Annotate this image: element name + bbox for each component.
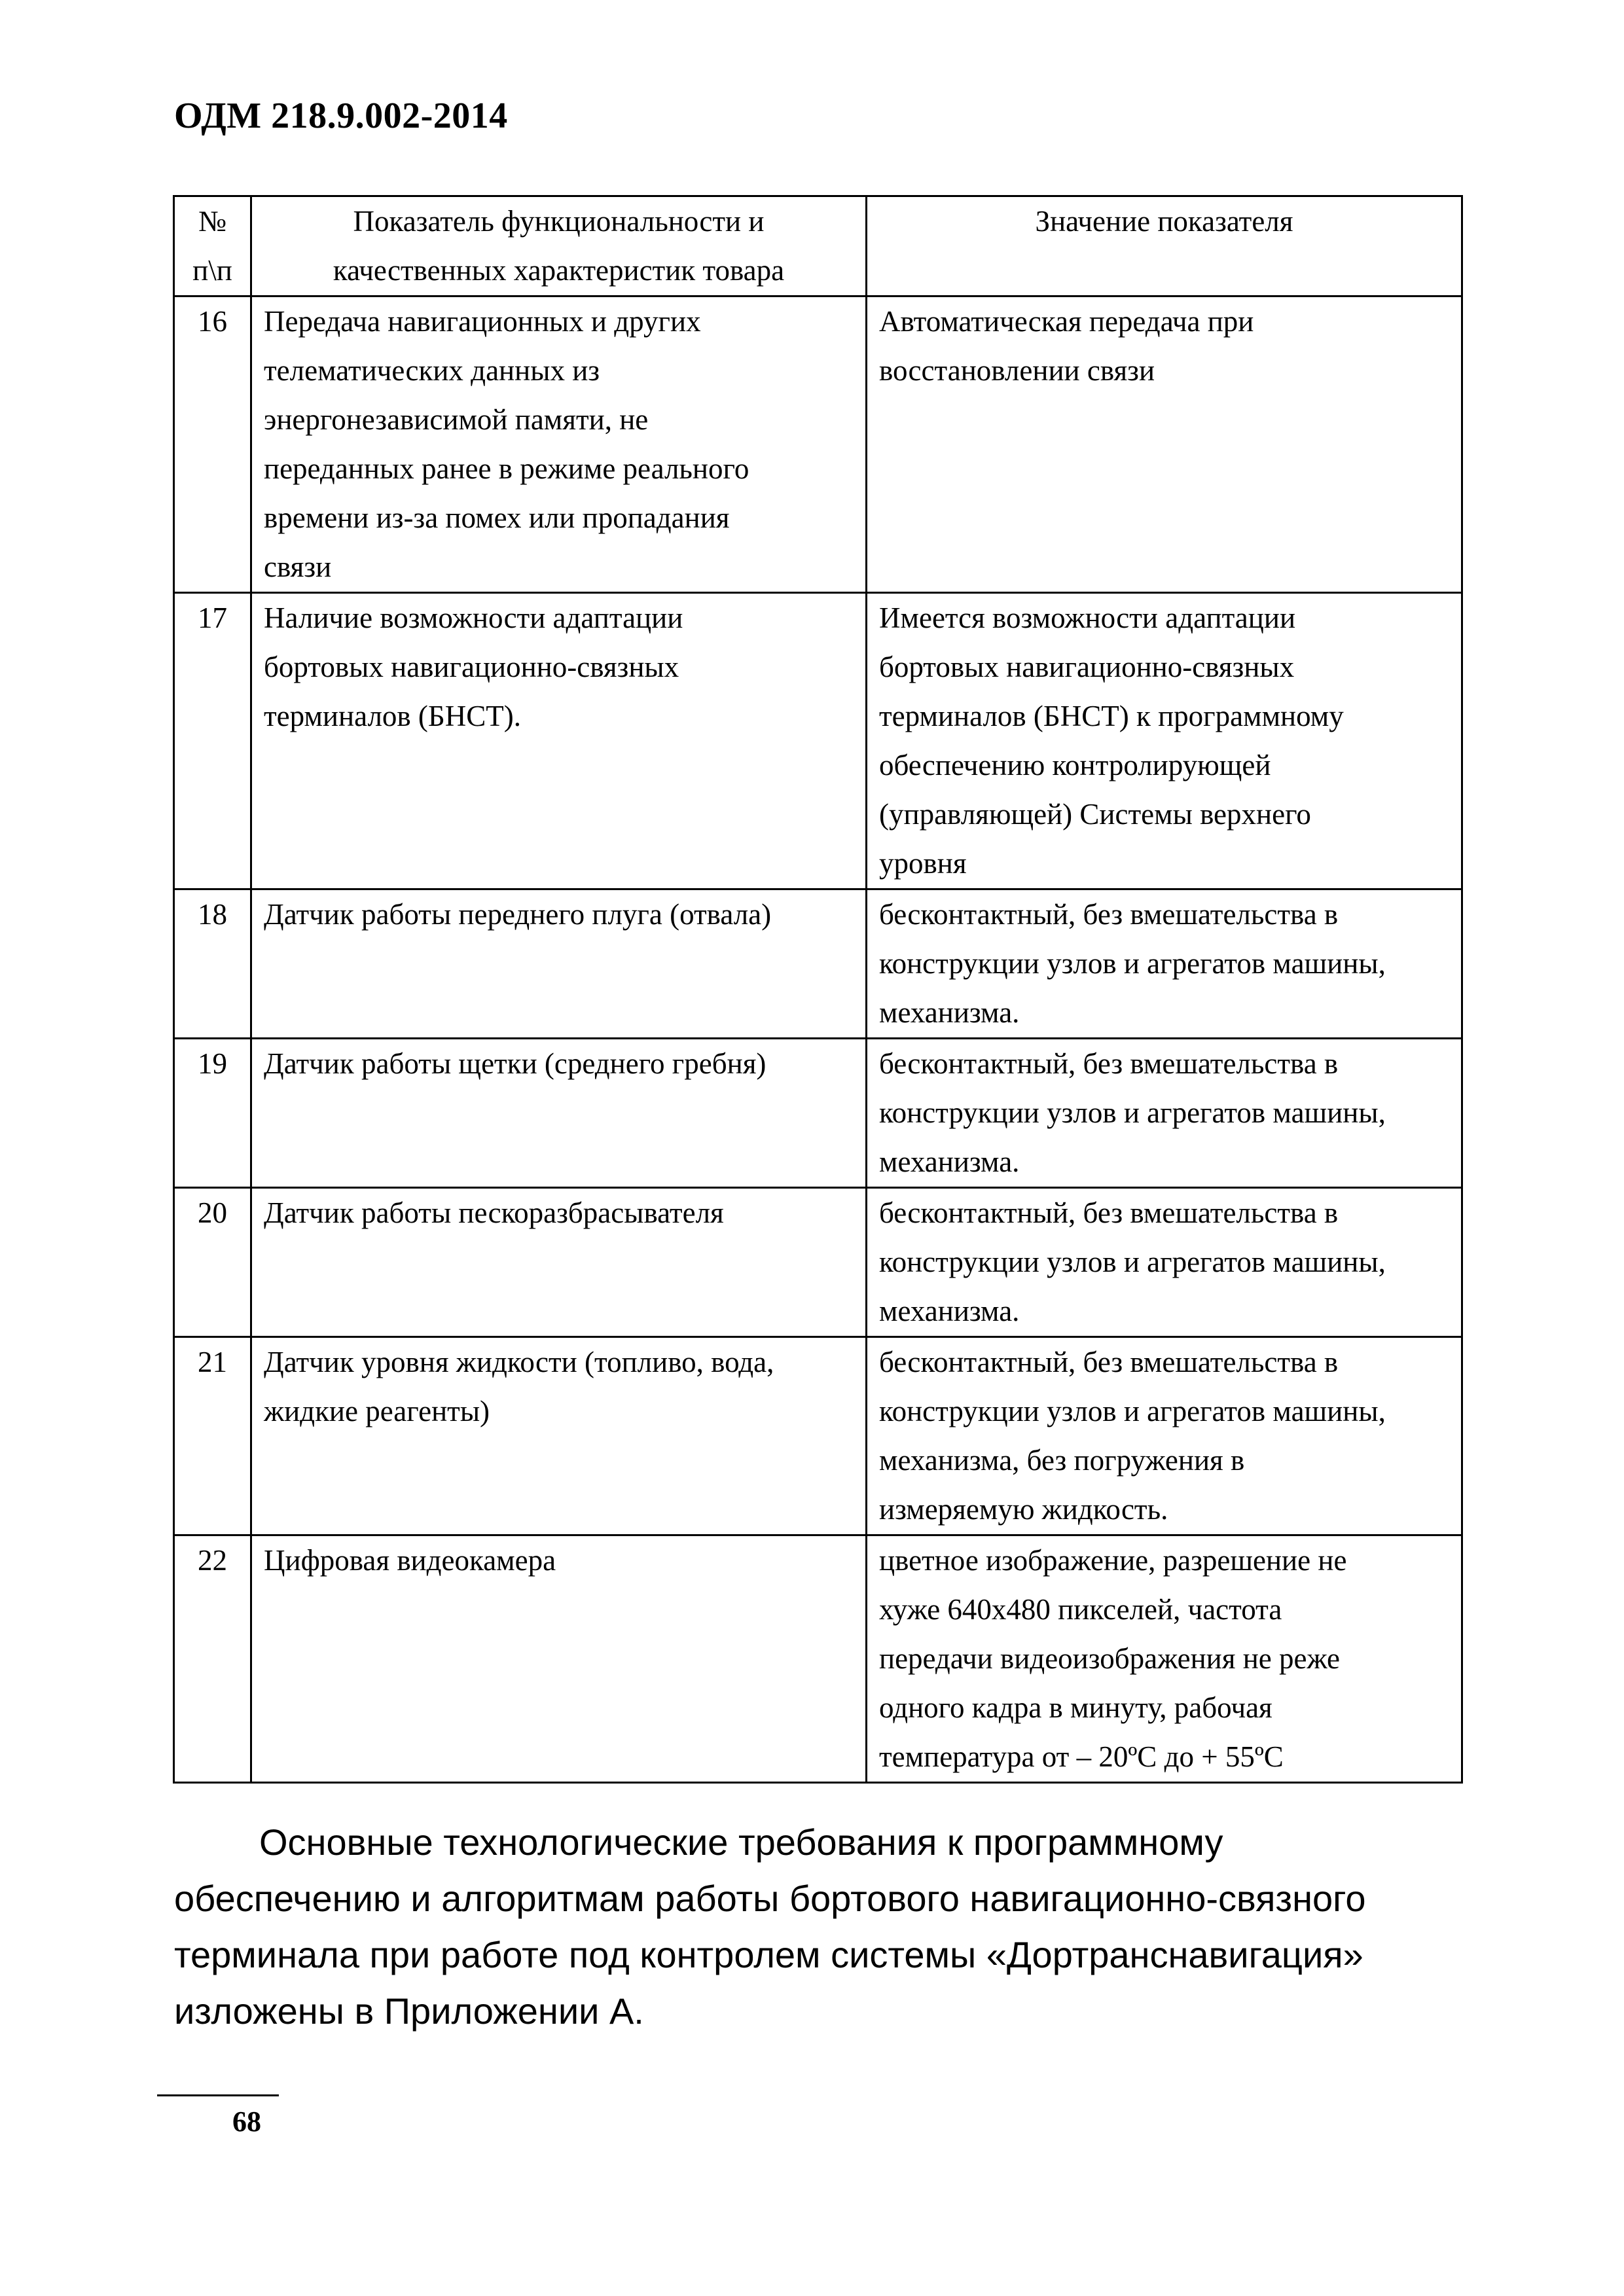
value-line: измеряемую жидкость. [879, 1493, 1168, 1526]
indicator-line: Датчик уровня жидкости (топливо, вода, [264, 1346, 774, 1378]
value-cell [867, 593, 1462, 889]
value-line: конструкции узлов и агрегатов машины, [879, 1395, 1386, 1427]
indicator-cell [251, 889, 867, 1039]
value-line: конструкции узлов и агрегатов машины, [879, 1096, 1386, 1129]
value-line: бортовых навигационно-связных [879, 651, 1295, 683]
header-indicator-line: качественных характеристик товара [333, 254, 785, 287]
specification-table [173, 195, 1463, 1784]
value-line: механизма. [879, 1295, 1020, 1327]
value-line: восстановлении связи [879, 354, 1155, 387]
value-line: уровня [879, 847, 967, 880]
indicator-cell [251, 593, 867, 889]
table-row [174, 296, 1462, 593]
value-line: бесконтактный, без вмешательства в [879, 898, 1339, 931]
indicator-line: телематических данных из [264, 354, 600, 387]
header-indicator [251, 196, 867, 296]
value-line: бесконтактный, без вмешательства в [879, 1047, 1339, 1080]
paragraph-line: Основные технологические требования к программному [259, 1821, 1223, 1863]
indicator-line: времени из-за помех или пропадания [264, 501, 730, 534]
row-number: 18 [174, 889, 251, 1039]
indicator-line: переданных ранее в режиме реального [264, 452, 749, 485]
value-line: бесконтактный, без вмешательства в [879, 1346, 1339, 1378]
value-line: бесконтактный, без вмешательства в [879, 1196, 1339, 1229]
indicator-line: энергонезависимой памяти, не [264, 403, 649, 436]
value-line: конструкции узлов и агрегатов машины, [879, 1246, 1386, 1278]
header-num [174, 196, 251, 296]
footer-divider [157, 2094, 279, 2096]
value-line: механизма. [879, 1145, 1020, 1178]
page-number: 68 [232, 2106, 261, 2138]
table-row [174, 593, 1462, 889]
value-cell [867, 1039, 1462, 1188]
value-line: обеспечению контролирующей [879, 749, 1271, 781]
value-cell [867, 889, 1462, 1039]
body-paragraph [174, 1814, 1451, 2039]
indicator-line: Датчик работы пескоразбрасывателя [264, 1196, 724, 1229]
value-line: Имеется возможности адаптации [879, 601, 1296, 634]
table-row [174, 1535, 1462, 1783]
indicator-line: связи [264, 550, 332, 583]
indicator-line: Датчик работы щетки (среднего гребня) [264, 1047, 767, 1080]
header-indicator-line: Показатель функциональности и [353, 205, 765, 238]
indicator-cell [251, 1535, 867, 1783]
value-line: механизма, без погружения в [879, 1444, 1245, 1477]
row-number: 22 [174, 1535, 251, 1783]
value-cell [867, 296, 1462, 593]
header-value [867, 196, 1462, 296]
table-row [174, 1337, 1462, 1535]
indicator-line: жидкие реагенты) [264, 1395, 490, 1427]
value-line: одного кадра в минуту, рабочая [879, 1691, 1272, 1724]
indicator-cell [251, 1337, 867, 1535]
value-line: температура от – 20ºC до + 55ºC [879, 1740, 1284, 1773]
value-line: конструкции узлов и агрегатов машины, [879, 947, 1386, 980]
row-number: 21 [174, 1337, 251, 1535]
row-number: 17 [174, 593, 251, 889]
paragraph-line: терминала при работе под контролем системы «Дортранснавигация» [174, 1934, 1363, 1975]
indicator-line: бортовых навигационно-связных [264, 651, 679, 683]
value-line: передачи видеоизображения не реже [879, 1642, 1340, 1675]
paragraph-line: обеспечению и алгоритмам работы бортового навигационно-связного [174, 1878, 1366, 1919]
indicator-line: терминалов (БНСТ). [264, 700, 521, 732]
indicator-line: Передача навигационных и других [264, 305, 701, 338]
indicator-line: Датчик работы переднего плуга (отвала) [264, 898, 772, 931]
value-line: цветное изображение, разрешение не [879, 1544, 1347, 1577]
indicator-line: Наличие возможности адаптации [264, 601, 683, 634]
indicator-cell [251, 1039, 867, 1188]
paragraph-line: изложены в Приложении А. [174, 1990, 644, 2032]
table-header-row [174, 196, 1462, 296]
value-line: Автоматическая передача при [879, 305, 1254, 338]
header-num-line: п\п [192, 254, 232, 287]
value-line: (управляющей) Системы верхнего [879, 798, 1311, 831]
table-row [174, 1039, 1462, 1188]
header-value-line: Значение показателя [1035, 205, 1293, 238]
row-number: 19 [174, 1039, 251, 1188]
value-cell [867, 1188, 1462, 1337]
value-cell [867, 1337, 1462, 1535]
table-row [174, 1188, 1462, 1337]
value-line: терминалов (БНСТ) к программному [879, 700, 1344, 732]
table-row [174, 889, 1462, 1039]
row-number: 20 [174, 1188, 251, 1337]
indicator-cell [251, 1188, 867, 1337]
indicator-line: Цифровая видеокамера [264, 1544, 556, 1577]
indicator-cell [251, 296, 867, 593]
document-code-header: ОДМ 218.9.002-2014 [174, 96, 508, 136]
value-cell [867, 1535, 1462, 1783]
value-line: хуже 640x480 пикселей, частота [879, 1593, 1282, 1626]
value-line: механизма. [879, 996, 1020, 1029]
header-num-line: № [198, 205, 226, 238]
row-number: 16 [174, 296, 251, 593]
